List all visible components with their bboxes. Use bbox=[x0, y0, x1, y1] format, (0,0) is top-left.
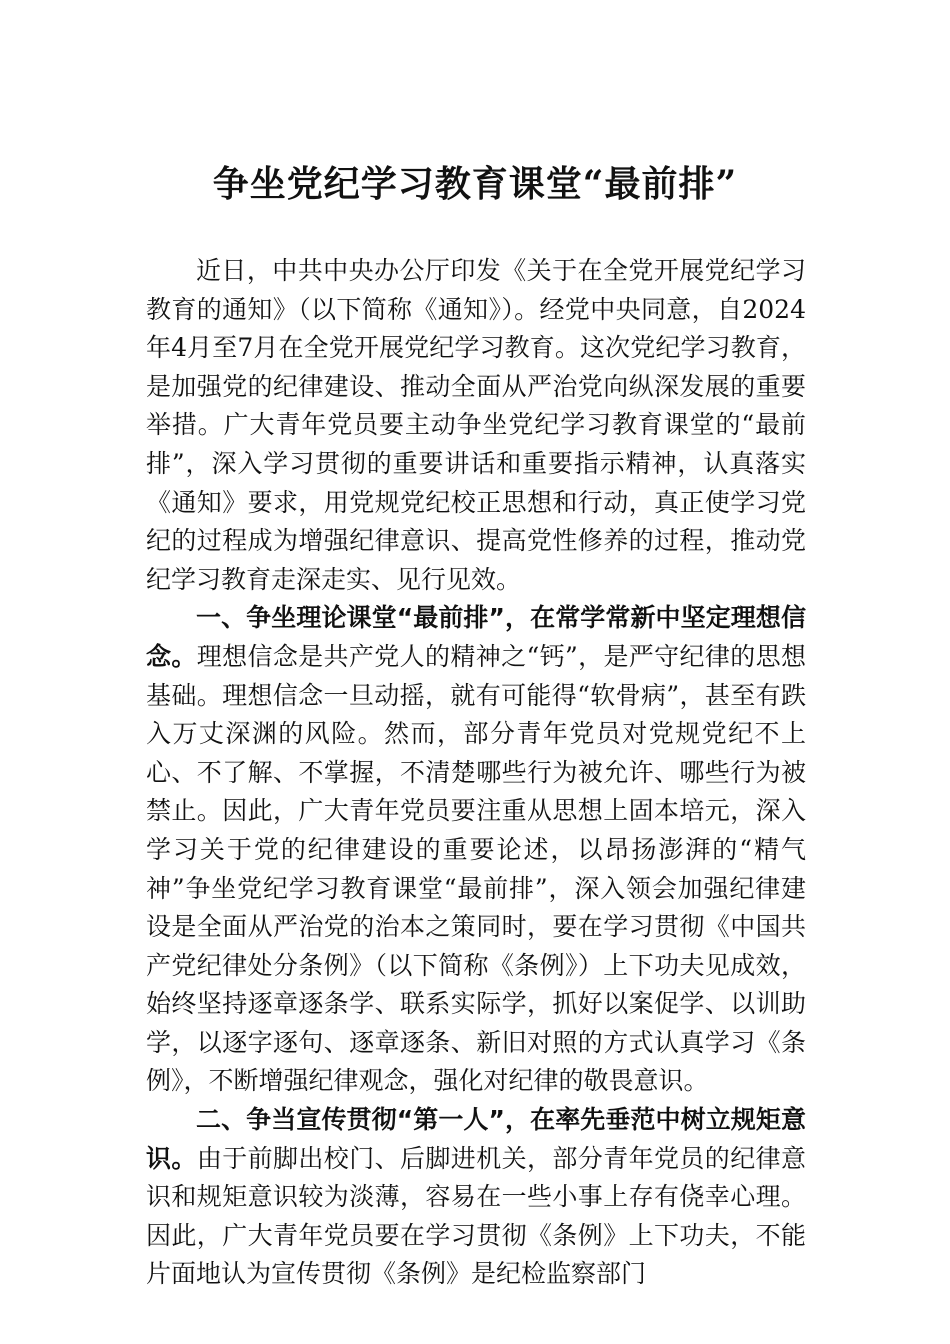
paragraph-section-two bbox=[146, 1101, 806, 1294]
section-heading: 一、争坐理论课堂“最前排”，在常学常新中坚定理想信念。 bbox=[146, 603, 806, 671]
paragraph-text: 理想信念是共产党人的精神之“钙”，是严守纪律的思想基础。理想信念一旦动摇，就有可能得“软骨病”，甚至有跌入万丈深渊的风险。然而，部分青年党员对党规党纪不上心、不了解、不掌握，不清楚哪些行为被允许、哪些行为被禁止。因此，广大青年党员要注重从思想上固本培元，深入学习关于党的纪律建设的重要论述，以昂扬澎湃的“精气神”争坐党纪学习教育课堂“最前排”，深入领会加强纪律建设是全面从严治党的治本之策同时，要在学习贯彻《中国共产党纪律处分条例》（以下简称《条例》）上下功夫见成效，始终坚持逐章逐条学、联系实际学，抓好以案促学、以训助学，以逐字逐句、逐章逐条、新旧对照的方式认真学习《条例》，不断增强纪律观念，强化对纪律的敬畏意识。 bbox=[146, 641, 806, 1096]
paragraph-text: 由于前脚出校门、后脚进机关，部分青年党员的纪律意识和规矩意识较为淡薄，容易在一些小事上存有侥幸心理。因此，广大青年党员要在学习贯彻《条例》上下功夫，不能片面地认为宣传贯彻《条例》是纪检监察部门 bbox=[146, 1143, 806, 1289]
paragraph-section-one bbox=[146, 599, 806, 1101]
paragraph-intro bbox=[146, 252, 806, 599]
section-heading: 二、争当宣传贯彻“第一人”，在率先垂范中树立规矩意识。 bbox=[146, 1105, 806, 1173]
paragraph-text: 近日，中共中央办公厅印发《关于在全党开展党纪学习教育的通知》（以下简称《通知》）。经党中央同意，自2024年4月至7月在全党开展党纪学习教育。这次党纪学习教育，是加强党的纪律建设、推动全面从严治党向纵深发展的重要举措。广大青年党员要主动争坐党纪学习教育课堂的“最前排”，深入学习贯彻的重要讲话和重要指示精神，认真落实《通知》要求，用党规党纪校正思想和行动，真正使学习党纪的过程成为增强纪律意识、提高党性修养的过程，推动党纪学习教育走深走实、见行见效。 bbox=[146, 256, 806, 594]
document-title: 争坐党纪学习教育课堂“最前排” bbox=[212, 163, 738, 205]
document-body bbox=[146, 252, 806, 1294]
